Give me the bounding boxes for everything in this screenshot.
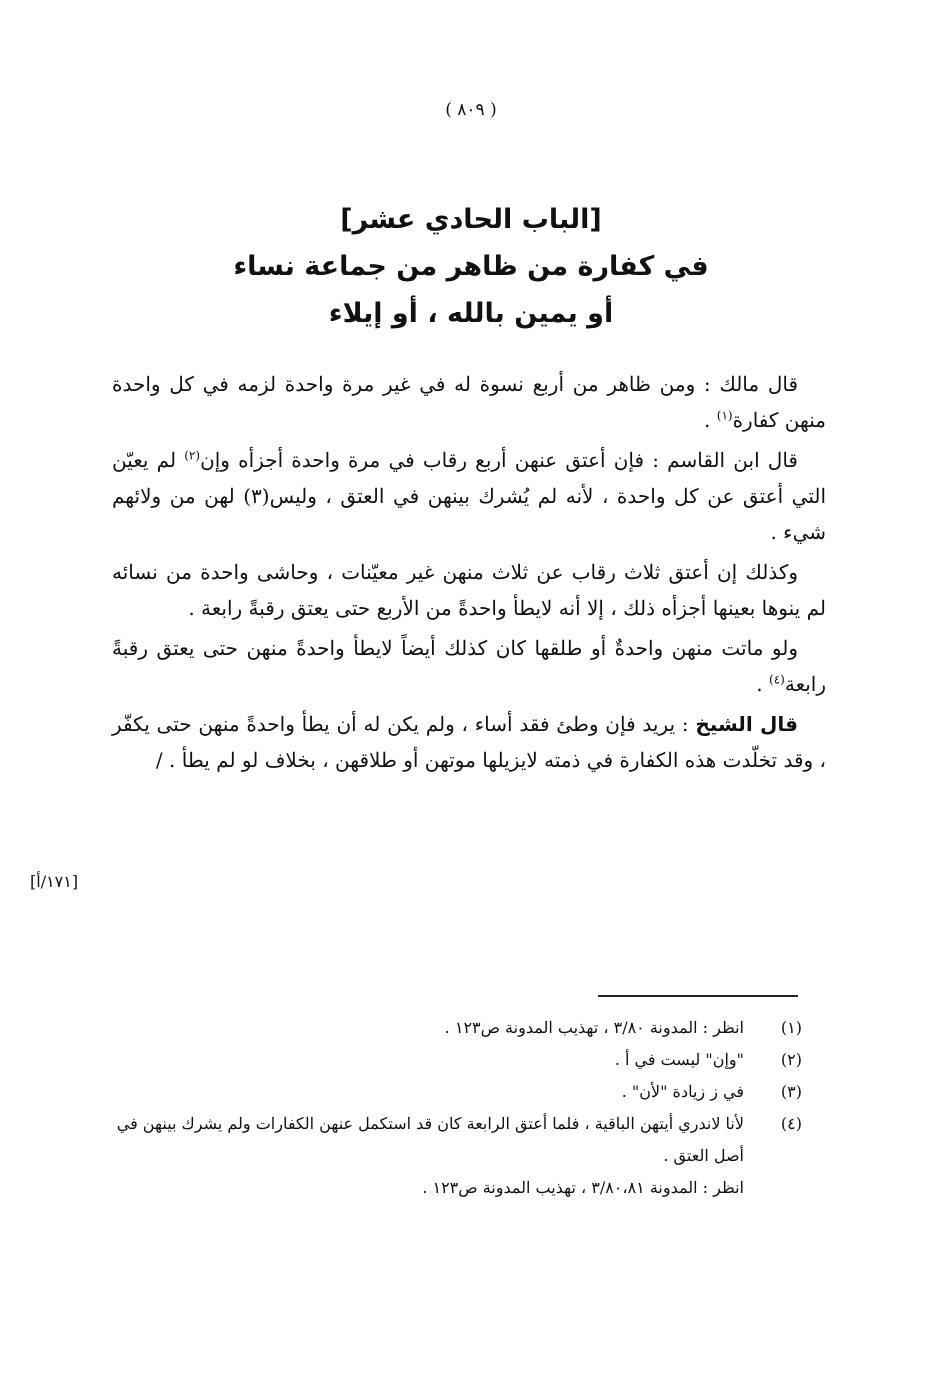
chapter-heading — [120, 196, 822, 337]
footnote-number: (٢) — [780, 1050, 802, 1069]
footnote-marker: (٤) — [769, 672, 785, 687]
footnote-item — [112, 1044, 802, 1076]
paragraph-text: : يريد فإن وطئ فقد أساء ، ولم يكن له أن يطأ واحدةً منهن حتى يكفّر ، وقد تخلّدت هذه الكفارة في ذمته لايزيلها موتهن أو طلاقهن ، بخلاف لو لم يطأ . / — [112, 712, 826, 772]
footnote-item — [112, 1012, 802, 1044]
main-text — [112, 366, 826, 782]
paragraph-lead: قال الشيخ — [695, 712, 799, 736]
footnote-text: "وإن" ليست في أ . — [614, 1050, 744, 1069]
footnote-number: (١) — [780, 1018, 802, 1037]
paragraph-tail: . — [756, 672, 770, 696]
paragraph-tail: . — [704, 408, 717, 432]
footnote-number: (٤) — [780, 1114, 802, 1133]
footnote-text: انظر : المدونة ٣/٨٠،٨١ ، تهذيب المدونة ص١٢٣ . — [422, 1178, 744, 1197]
footnote-text: انظر : المدونة ٣/٨٠ ، تهذيب المدونة ص١٢٣ . — [444, 1018, 744, 1037]
paragraph-text: ولو ماتت منهن واحدةٌ أو طلقها كان كذلك أيضاً لايطأ واحدةً منهن حتى يعتق رقبةً رابعة — [112, 636, 826, 696]
footnote-item — [112, 1076, 802, 1108]
heading-line-2: في كفارة من ظاهر من جماعة نساء — [233, 251, 709, 282]
paragraph — [112, 706, 826, 778]
footnote-marker: (١) — [716, 408, 733, 423]
footnote-continuation — [112, 1172, 802, 1204]
paragraph — [112, 366, 826, 438]
heading-line-3: أو يمين بالله ، أو إيلاء — [328, 298, 614, 329]
paragraph-text: قال ابن القاسم : فإن أعتق عنهن أربع رقاب في مرة واحدة أجزأه وإن — [200, 448, 798, 472]
manuscript-folio-reference: [١٧١/أ] — [30, 872, 79, 891]
footnote-number: (٣) — [780, 1082, 802, 1101]
paragraph — [112, 630, 826, 702]
footnote-text: لأنا لاندري أيتهن الباقية ، فلما أعتق الرابعة كان قد استكمل عنهن الكفارات ولم يشرك بينهن في أصل العتق . — [116, 1114, 744, 1165]
footnote-marker: (٢) — [184, 448, 201, 463]
paragraph-text: وكذلك إن أعتق ثلاث رقاب عن ثلاث منهن غير معيّنات ، وحاشى واحدة من نسائه لم ينوها بعينها أجزأه ذلك ، إلا أنه لايطأ واحدةً من الأربع حتى يعتق رقبةً رابعة . — [112, 560, 826, 620]
page-number: ( ٨٠٩ ) — [445, 100, 497, 120]
footnotes — [112, 1012, 802, 1204]
footnote-separator — [598, 995, 798, 997]
footnote-item — [112, 1108, 802, 1172]
footnote-text: في ز زيادة "لأن" . — [621, 1082, 744, 1101]
paragraph-text: قال مالك : ومن ظاهر من أربع نسوة له في غير مرة واحدة لزمه في كل واحدة منهن كفارة — [112, 372, 826, 432]
paragraph — [112, 442, 826, 550]
paragraph — [112, 554, 826, 626]
paragraph-tail: لم يعيّن التي أعتق عن كل واحدة ، لأنه لم يُشرك بينهن في العتق ، وليس(٣) لهن من ولائهم شيء . — [112, 448, 827, 544]
heading-line-1: [الباب الحادي عشر] — [340, 204, 602, 235]
